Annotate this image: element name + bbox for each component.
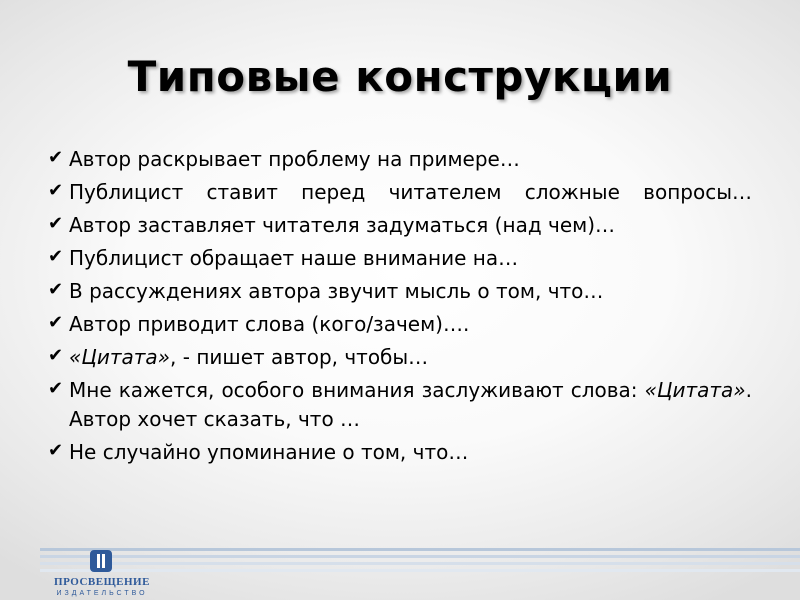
- item-text: Автор приводит слова (кого/зачем)….: [69, 312, 470, 336]
- list-item: [48, 178, 752, 207]
- list-item: [48, 244, 752, 273]
- quote-text: «Цитата»: [644, 378, 746, 402]
- checkmark-icon: ✔: [48, 147, 64, 168]
- item-text: Автор раскрывает проблему на примере…: [69, 147, 520, 171]
- publisher-logo: [42, 550, 162, 600]
- item-text: Не случайно упоминание о том, что…: [69, 440, 469, 464]
- quote-text: «Цитата»: [69, 345, 171, 369]
- brand-name: ПРОСВЕЩЕНИЕ: [54, 576, 150, 588]
- list-item: [48, 343, 752, 372]
- checkmark-icon: ✔: [48, 345, 64, 366]
- list-item: [48, 310, 752, 339]
- checkmark-icon: ✔: [48, 440, 64, 461]
- list-item: [48, 438, 752, 467]
- logo-mark-icon: [90, 550, 112, 572]
- brand-subtitle: ИЗДАТЕЛЬСТВО: [56, 590, 148, 597]
- checkmark-icon: ✔: [48, 279, 64, 300]
- item-text: Автор заставляет читателя задуматься (над чем)…: [69, 213, 616, 237]
- item-text: В рассуждениях автора звучит мысль о том, что…: [69, 279, 604, 303]
- checkmark-icon: ✔: [48, 180, 64, 201]
- checkmark-icon: ✔: [48, 378, 64, 399]
- list-item: [48, 211, 752, 240]
- checkmark-icon: ✔: [48, 213, 64, 234]
- list-item: [48, 376, 752, 434]
- item-text: Мне кажется, особого внимания заслуживают слова:: [69, 378, 645, 402]
- slide-title: Типовые конструкции: [127, 52, 673, 101]
- item-text: , - пишет автор, чтобы…: [170, 345, 429, 369]
- footer-band: [0, 540, 800, 600]
- bullet-list: [48, 145, 752, 471]
- list-item: [48, 145, 752, 174]
- item-text: Публицист ставит перед читателем сложные вопросы…: [69, 180, 752, 204]
- list-item: [48, 277, 752, 306]
- checkmark-icon: ✔: [48, 312, 64, 333]
- item-text: . Автор хочет сказать, что …: [69, 378, 752, 431]
- item-text: Публицист обращает наше внимание на…: [69, 246, 519, 270]
- checkmark-icon: ✔: [48, 246, 64, 267]
